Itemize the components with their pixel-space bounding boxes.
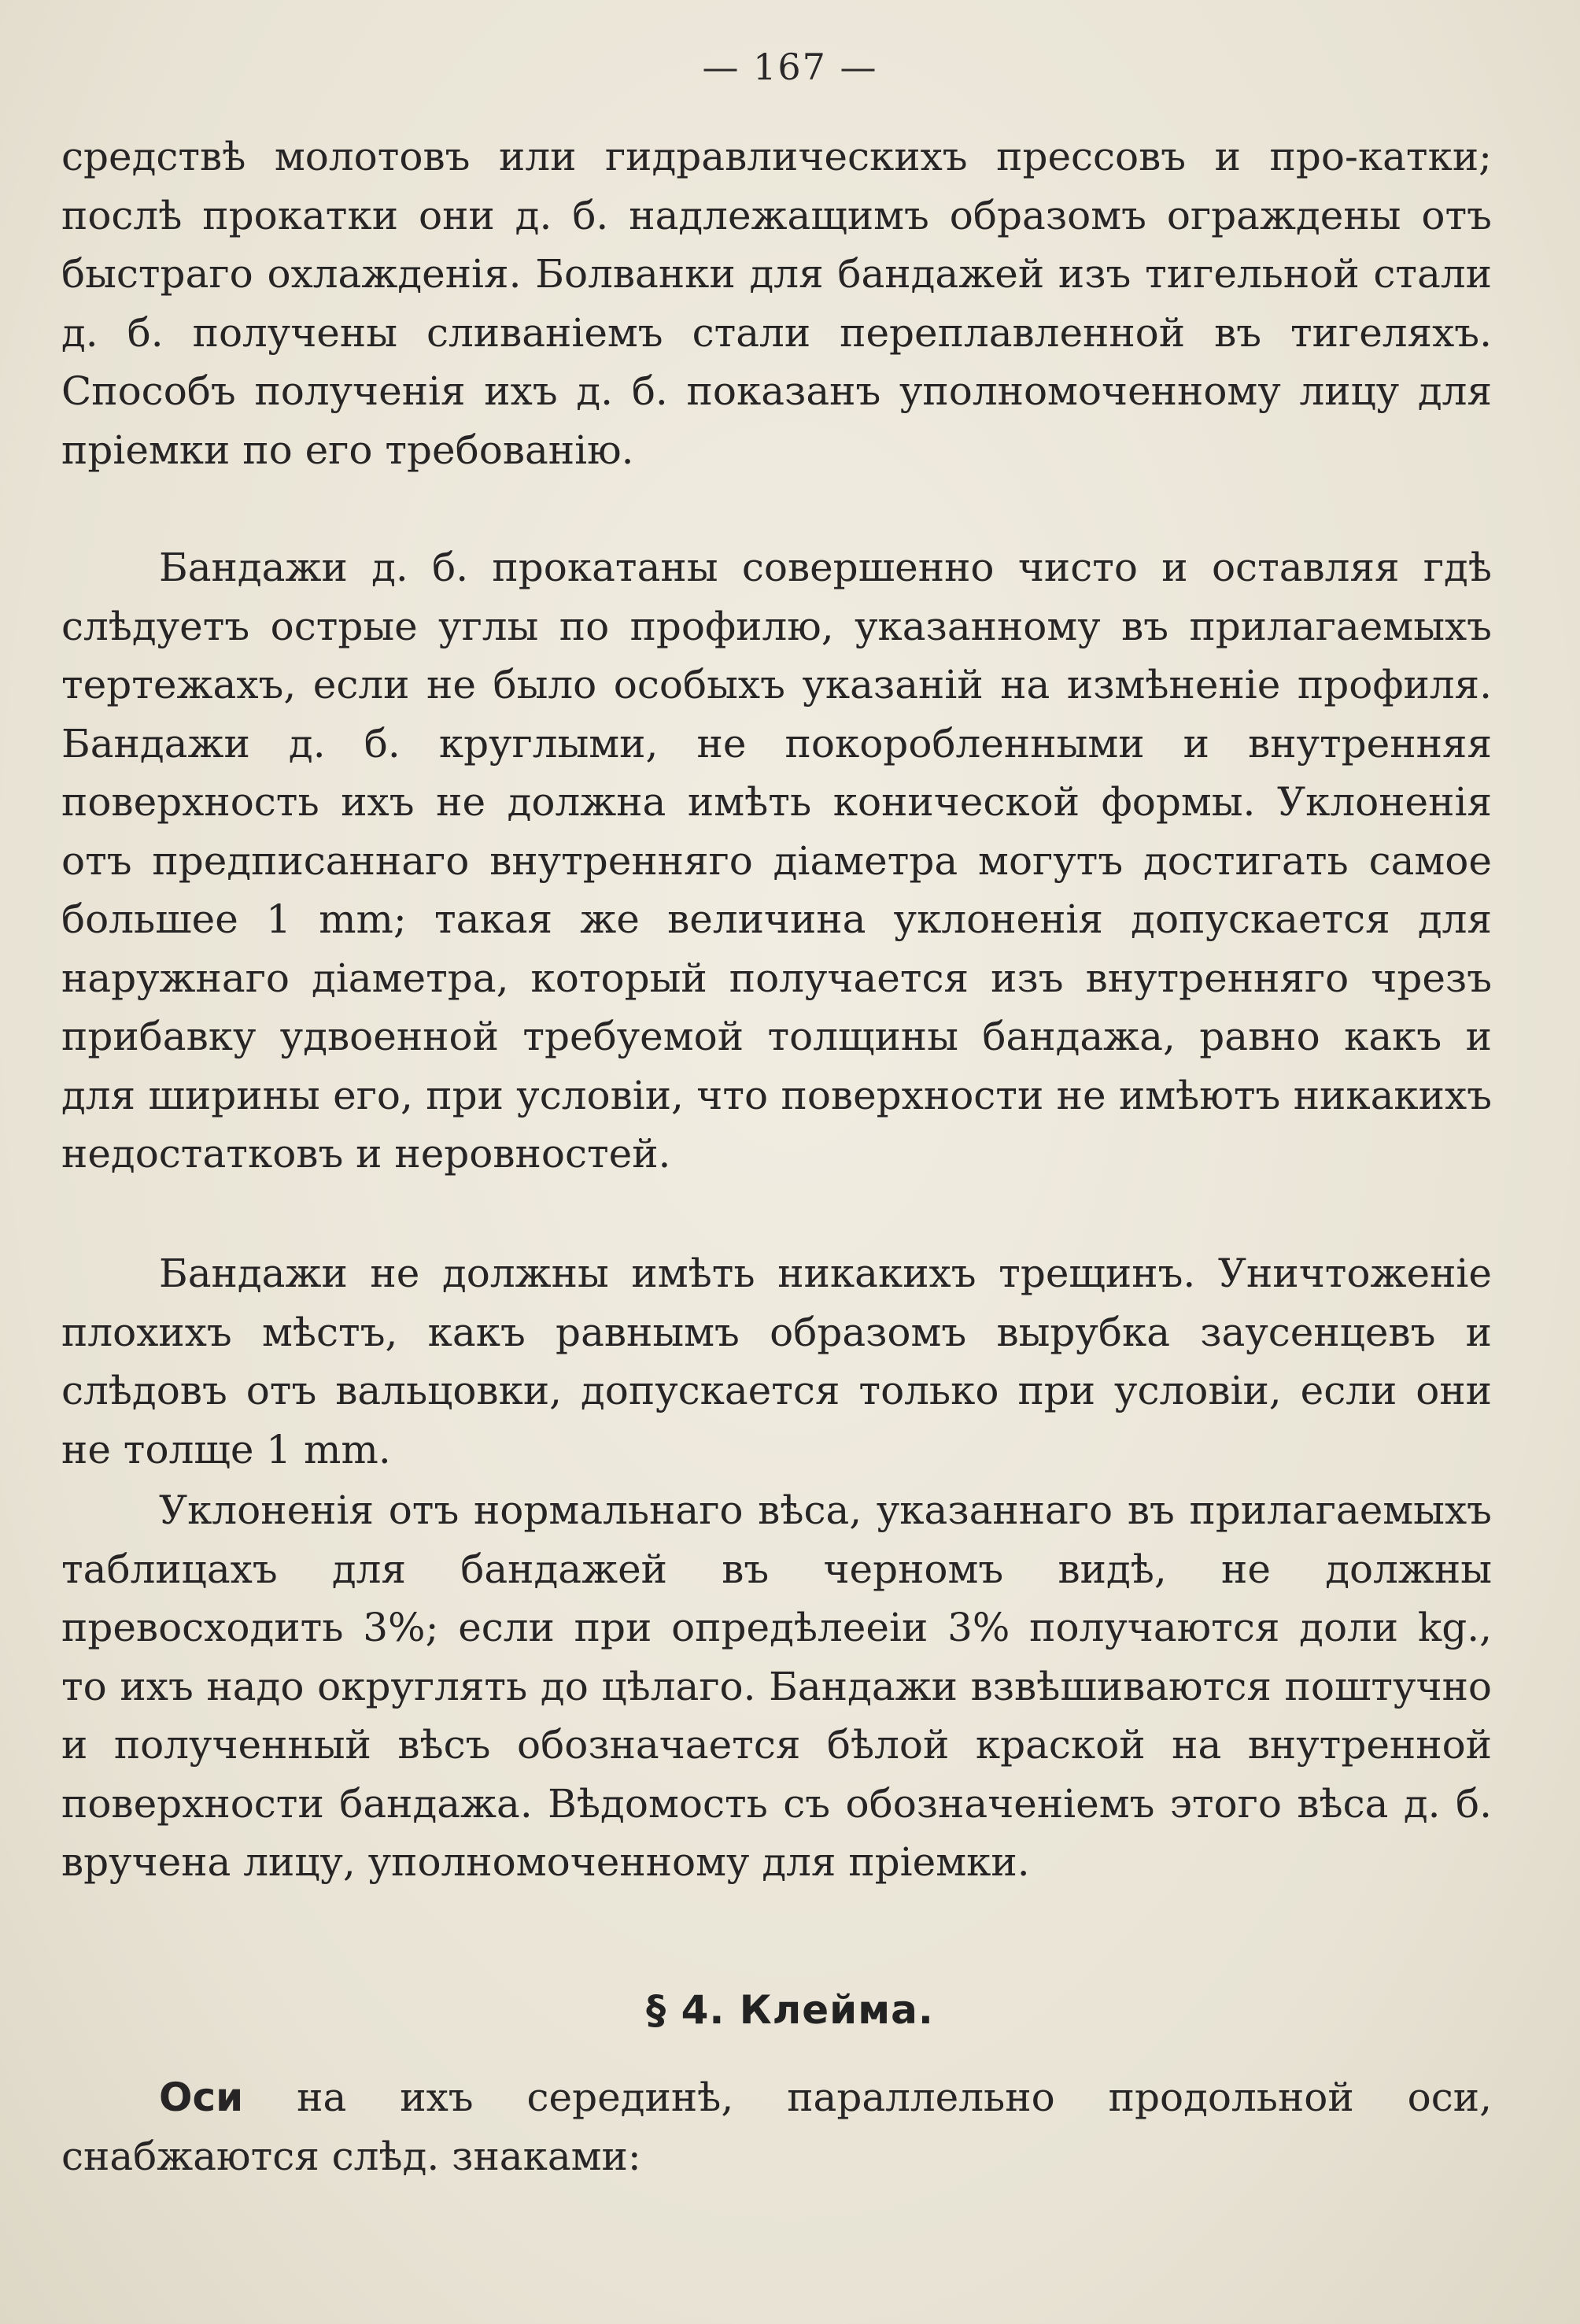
paragraph-weight [61,1481,1492,1892]
paragraph-cracks [61,1244,1492,1479]
paragraph-axles [61,2068,1492,2185]
paragraph-text [61,2068,1492,2185]
page-number: — 167 — [702,46,878,88]
paragraph-text: Бандажи не должны имѣть никакихъ трещинъ. Уничтоженіе плохихъ мѣстъ, какъ равнымъ образомъ вырубка заусенцевъ и слѣдовъ отъ вальцовки, допускается только при условіи, если они не толще 1 mm. [61,1251,1492,1472]
paragraph-body: на ихъ серединѣ, параллельно продольной оси, снабжаются слѣд. знаками: [61,2075,1492,2179]
bold-lead-word: Оси [159,2075,244,2120]
paragraph-continuation [61,127,1492,479]
paragraph-text: средствѣ молотовъ или гидравлическихъ прессовъ и про-катки; послѣ прокатки они д. б. надлежащимъ образомъ ограждены отъ быстраго охлажденія. Болванки для бандажей изъ тигельной стали д. б. получены сливаніемъ стали переплавленной въ тигеляхъ. Способъ полученія ихъ д. б. показанъ уполномоченному лицу для пріемки по его требованію. [61,134,1492,473]
paragraph-surface-finish [61,538,1492,1184]
paragraph-text: Бандажи д. б. прокатаны совершенно чисто и оставляя гдѣ слѣдуетъ острые углы по профилю, указанному въ прилагаемыхъ тертежахъ, если не было особыхъ указаній на измѣненіе профиля. Бандажи д. б. круглыми, не покоробленными и внутренняя поверхность ихъ не должна имѣть конической формы. Уклоненія отъ предписаннаго внутренняго діаметра могутъ достигать самое большее 1 mm; такая же величина уклоненія допускается для наружнаго діаметра, который получается изъ внутренняго чрезъ прибавку удвоенной требуемой толщины бандажа, равно какъ и для ширины его, при условіи, что поверхности не имѣютъ никакихъ недостатковъ и неровностей. [61,545,1492,1177]
paragraph-text: Уклоненія отъ нормальнаго вѣса, указаннаго въ прилагаемыхъ таблицахъ для бандажей въ черномъ видѣ, не должны превосходить 3%; если при опредѣлееіи 3% получаются доли kg., то ихъ надо округлять до цѣлаго. Бандажи взвѣшиваются поштучно и полученный вѣсъ обозначается бѣлой краской на внутренной поверхности бандажа. Вѣдомость съ обозначеніемъ этого вѣса д. б. вручена лицу, уполномоченному для пріемки. [61,1487,1492,1885]
section-heading: § 4. Клейма. [646,1987,934,2033]
